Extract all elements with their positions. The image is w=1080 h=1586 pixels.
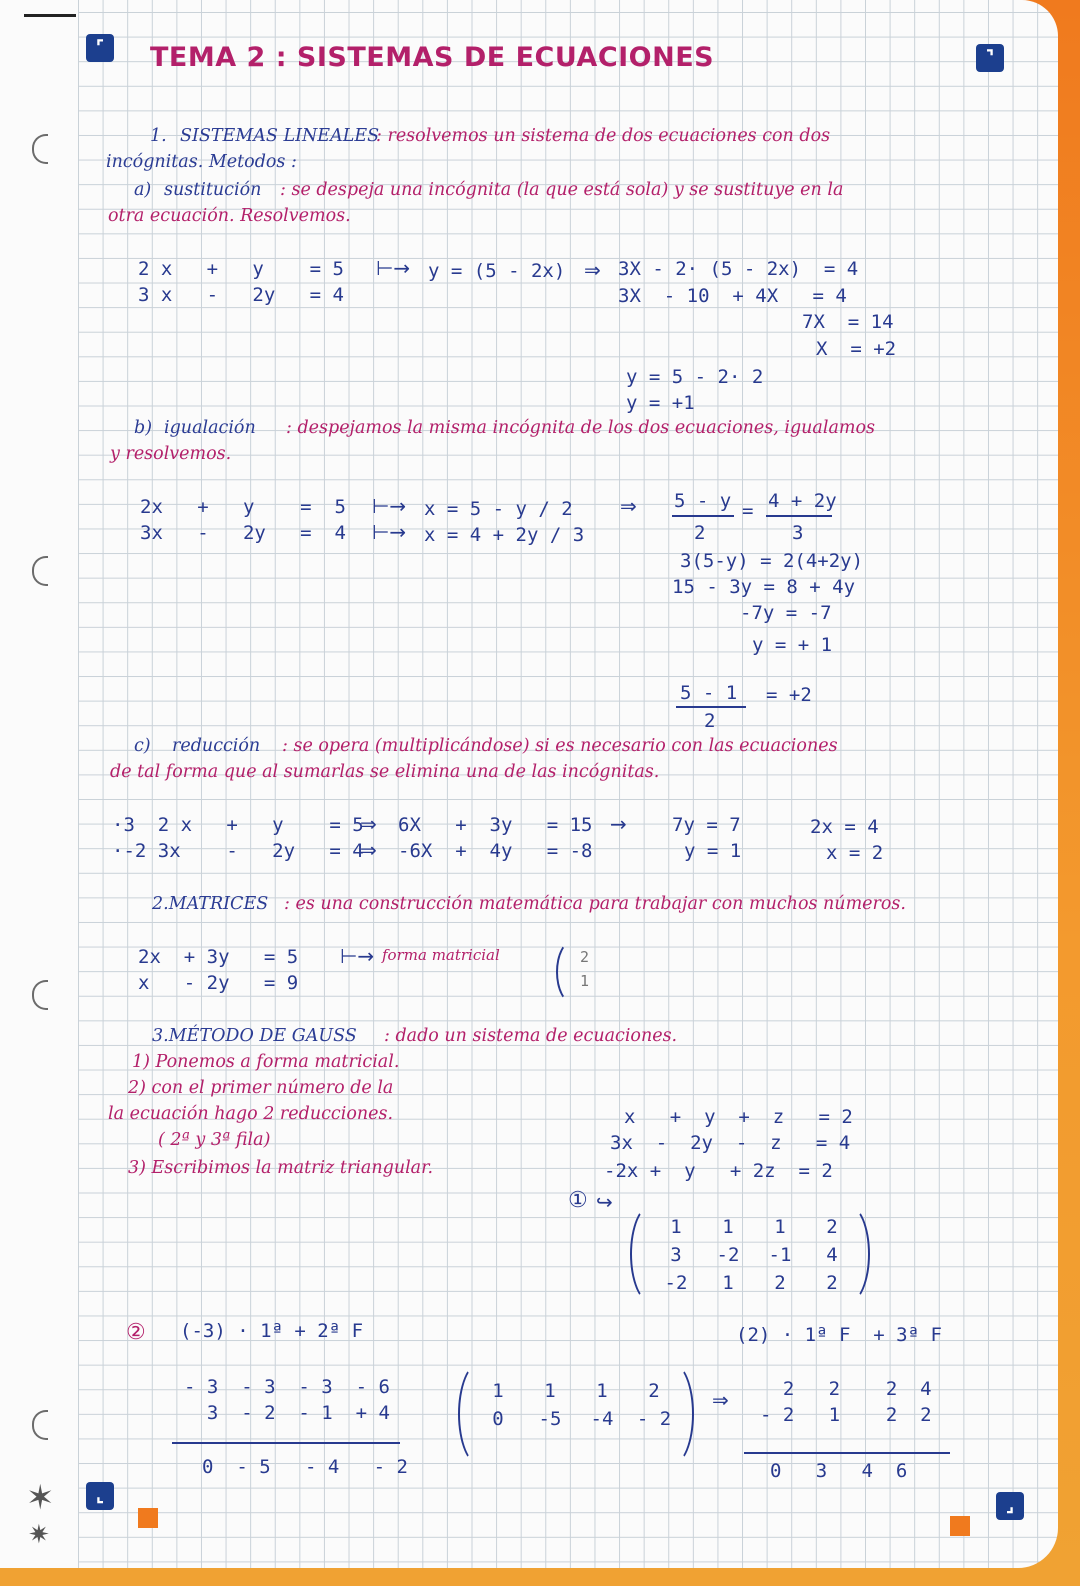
bracket-arrow-icon: ⊢→ [372,520,407,544]
gauss-system-row: -2x + y + 2z = 2 [604,1160,833,1182]
reduction-x: x = 2 [826,842,884,864]
igualacion-step: -7y = -7 [740,602,832,624]
gauss-system-row: x + y + z = 2 [624,1106,853,1128]
corner-bracket-icon: ⌞ [86,1482,114,1510]
reduction-y: y = 1 [684,840,742,862]
igualacion-step: y = + 1 [752,634,833,656]
bracket-arrow-icon: ⊢→ [340,944,375,968]
system-a-row: 3 x - 2y = 4 [138,284,344,306]
matrix2-cell: 1 [596,1380,608,1402]
matrix1-cell: -2 [716,1244,740,1266]
fraction-den-right: 3 [792,522,804,544]
x-fraction-num: 5 - 1 [680,682,738,704]
section1-heading-num: 1. [150,126,167,146]
section1-heading: SISTEMAS LINEALES [180,126,380,146]
fraction-bar [672,515,734,517]
page-title: TEMA 2 : SISTEMAS DE ECUACIONES [150,42,715,73]
section1-intro-1: : resolvemos un sistema de dos ecuaciones con dos [376,126,831,146]
substitution-step: X = +2 [816,338,897,360]
matrix1-cell: -1 [768,1244,792,1266]
gauss-step: 2) con el primer número de la [128,1078,394,1098]
substitution-step: 3X - 2· (5 - 2x) = 4 [618,258,859,280]
section3-desc: : dado un sistema de ecuaciones. [384,1026,678,1046]
fraction-bar [766,515,832,517]
right-arrow-icon: → [610,812,627,836]
substitution-step: 7X = 14 [802,311,894,333]
step3-result: 0 3 4 6 [770,1460,908,1482]
sum-line [172,1442,400,1444]
fraction-num-left: 5 - y [674,490,732,512]
gauss-step: 3) Escribimos la matriz triangular. [128,1158,434,1178]
system-a-row: 2 x + y = 5 [138,258,344,280]
matrix1-cell: 4 [826,1244,838,1266]
system-c-row: ·-2 3x - 2y = 4 [112,840,364,862]
gauss-step: la ecuación hago 2 reducciones. [108,1104,394,1124]
top-mark [24,14,76,17]
fraction-den-left: 2 [694,522,706,544]
matrix1-cell: 2 [826,1216,838,1238]
matrix1-cell: 1 [722,1216,734,1238]
corner-bracket-icon: ⌝ [976,44,1004,72]
step2-result: 0 - 5 - 4 - 2 [202,1456,408,1478]
corner-bracket-icon: ⌟ [996,1492,1024,1520]
substitution-y: y = +1 [626,392,695,414]
implies-arrow-icon: ⇒ [584,258,601,282]
sum-line [744,1452,950,1454]
section3-heading: 3.MÉTODO DE GAUSS [152,1026,357,1046]
a-desc-1: : se despeja una incógnita (la que está sola) y se sustituye en la [280,180,844,200]
matrix1-cell: -2 [664,1272,688,1294]
igualacion-step: 15 - 3y = 8 + 4y [672,576,856,598]
step1-marker: ① [568,1188,588,1213]
substitution-step: 3X - 10 + 4X = 4 [618,285,847,307]
matrix2-cell: -4 [590,1408,614,1430]
section1-intro-2: incógnitas. Metodos : [106,152,297,172]
matrix1-cell: 3 [670,1244,682,1266]
gauss-system-row: 3x - 2y - z = 4 [610,1132,851,1154]
x-fraction-result: = +2 [766,684,812,706]
fraction-bar [676,706,746,708]
implies-arrow-icon: ⇒ [360,812,377,836]
step2-marker: ② [126,1320,146,1345]
gauss-step: ( 2ª y 3ª fila) [158,1130,271,1150]
c-name: reducción [172,736,261,756]
step2-row: 3 - 2 - 1 + 4 [184,1402,390,1424]
section2-system-row: 2x + 3y = 5 [138,946,299,968]
system-b-row: 3x - 2y = 4 [140,522,346,544]
a-label: a) [134,180,152,200]
b-desc-1: : despejamos la misma incógnita de los dos ecuaciones, igualamos [286,418,876,438]
orange-square [138,1508,158,1528]
matrix1-cell: 1 [774,1216,786,1238]
matrix2-cell: 2 [648,1380,660,1402]
implies-arrow-icon: ⇒ [360,838,377,862]
matrix2-cell: 1 [544,1380,556,1402]
gauss-step: 1) Ponemos a forma matricial. [132,1052,400,1072]
substitution-y: y = 5 - 2· 2 [626,366,764,388]
matrix1-cell: 1 [670,1216,682,1238]
a-desc-2: otra ecuación. Resolvemos. [108,206,351,226]
fraction-num-right: 4 + 2y [768,490,837,512]
curved-arrow-icon: ↪ [596,1190,613,1214]
b-name: igualación [164,418,256,438]
a-name: sustitución [164,180,262,200]
matrix2-cell: 1 [492,1380,504,1402]
c-desc-2: de tal forma que al sumarlas se elimina una de las incógnitas. [110,762,660,782]
section2-desc: : es una construcción matemática para trabajar con muchos números. [284,894,906,914]
corner-bracket-icon: ⌜ [86,34,114,62]
matrix2-cell: 0 [492,1408,504,1430]
matrix-cell: 2 [580,948,590,966]
substitution-expr: y = (5 - 2x) [428,260,566,282]
step3-row: - 2 1 2 2 [760,1404,932,1426]
b-desc-2: y resolvemos. [110,444,232,464]
implies-arrow-icon: ⇒ [712,1388,729,1412]
equals-sign: = [742,500,754,522]
bracket-arrow-icon: ⊢→ [372,494,407,518]
section2-heading: 2.MATRICES [152,894,269,914]
matrix1-cell: 2 [774,1272,786,1294]
page-margin [0,0,78,1568]
reduction-y: 7y = 7 [672,814,741,836]
orange-square [950,1516,970,1536]
matrix1-cell: 2 [826,1272,838,1294]
c-label: c) [134,736,151,756]
step2-row: - 3 - 3 - 3 - 6 [184,1376,390,1398]
igualacion-expr: x = 4 + 2y / 3 [424,524,585,546]
c-desc-1: : se opera (multiplicándose) si es necesario con las ecuaciones [282,736,838,756]
implies-arrow-icon: ⇒ [620,494,637,518]
star-doodle-icon: ✷ [28,1520,50,1550]
b-label: b) [134,418,153,438]
step3-row: 2 2 2 4 [760,1378,932,1400]
reduction-row: 6X + 3y = 15 [398,814,593,836]
matrix-form-label: forma matricial [382,946,500,964]
star-doodle-icon: ✶ [26,1478,55,1518]
reduction-x: 2x = 4 [810,816,879,838]
system-c-row: ·3 2 x + y = 5 [112,814,364,836]
matrix2-cell: -5 [538,1408,562,1430]
reduction-row: -6X + 4y = -8 [398,840,593,862]
matrix2-cell: - 2 [636,1408,672,1430]
step2-operation: (-3) · 1ª + 2ª F [180,1320,364,1342]
step3-operation: (2) · 1ª F + 3ª F [736,1324,942,1346]
igualacion-step: 3(5-y) = 2(4+2y) [680,550,864,572]
section2-system-row: x - 2y = 9 [138,972,299,994]
x-fraction-den: 2 [704,710,716,732]
matrix-cell: 1 [580,972,590,990]
bracket-arrow-icon: ⊢→ [376,256,411,280]
igualacion-expr: x = 5 - y / 2 [424,498,573,520]
matrix1-cell: 1 [722,1272,734,1294]
system-b-row: 2x + y = 5 [140,496,346,518]
